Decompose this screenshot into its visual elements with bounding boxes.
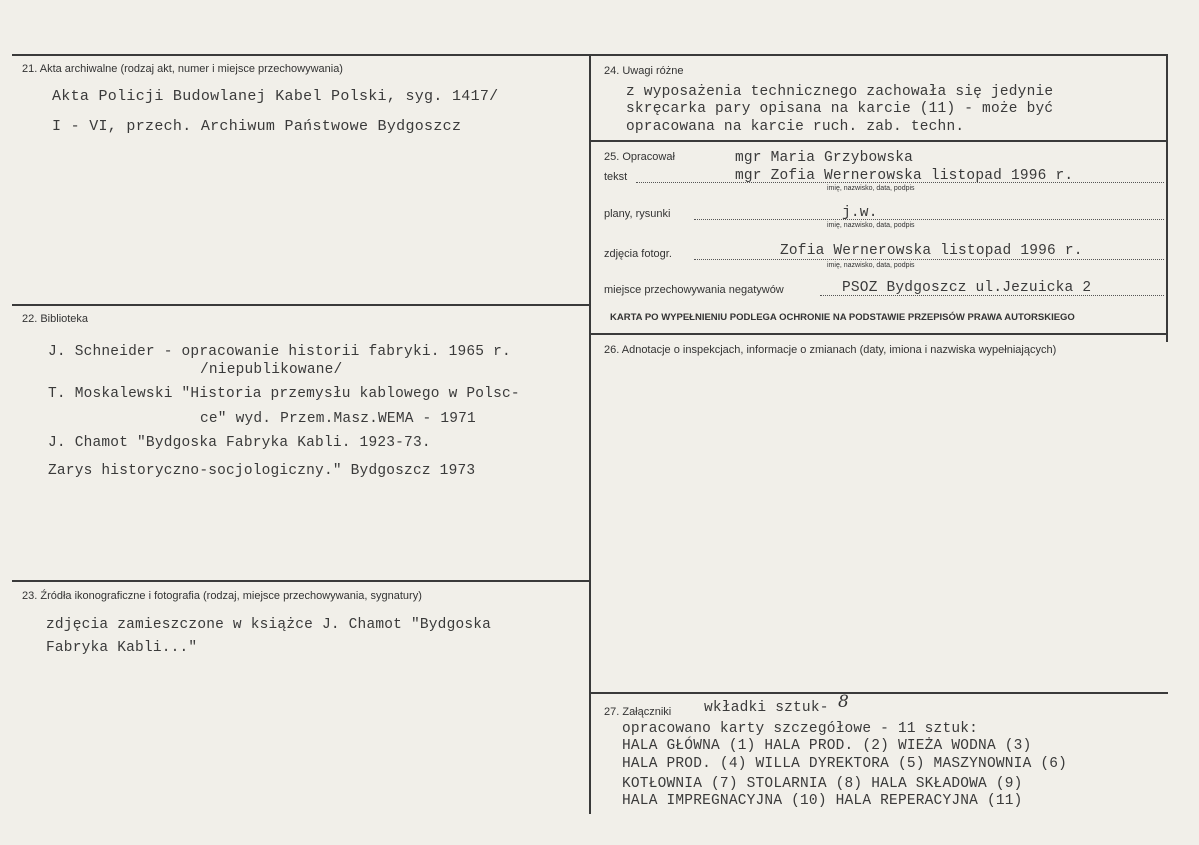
zdjecia-value: Zofia Wernerowska listopad 1996 r. bbox=[780, 243, 1083, 259]
section-27-line-5: HALA IMPREGNACYJNA (10) HALA REPERACYJNA (11) bbox=[622, 793, 1023, 809]
negatywy-value: PSOZ Bydgoszcz ul.Jezuicka 2 bbox=[842, 280, 1092, 296]
tekst-label: tekst bbox=[604, 171, 628, 183]
section-21-label: 21. Akta archiwalne (rodzaj akt, numer i miejsce przechowywania) bbox=[22, 63, 343, 75]
plany-dotted-line bbox=[694, 219, 1164, 220]
section-22-line-2: /niepublikowane/ bbox=[200, 362, 343, 378]
section-23-label: 23. Źródła ikonograficzne i fotografia (rodzaj, miejsce przechowywania, sygnatury) bbox=[22, 590, 422, 602]
section-25-author: mgr Maria Grzybowska bbox=[735, 150, 914, 166]
rule-left-21-22 bbox=[12, 304, 590, 306]
center-divider bbox=[589, 54, 591, 814]
plany-value: j.w. bbox=[842, 205, 878, 221]
section-24-line-1: z wyposażenia technicznego zachowała się jedynie bbox=[626, 84, 1054, 100]
section-27-line-3: HALA PROD. (4) WILLA DYREKTORA (5) MASZYNOWNIA (6) bbox=[622, 756, 1068, 772]
section-22-label: 22. Biblioteka bbox=[22, 313, 89, 325]
tekst-value: mgr Zofia Wernerowska listopad 1996 r. bbox=[735, 168, 1074, 184]
right-edge bbox=[1166, 54, 1168, 342]
zdjecia-label: zdjęcia fotogr. bbox=[604, 248, 672, 260]
zdjecia-dotted-line bbox=[694, 259, 1164, 260]
section-27-line-4: KOTŁOWNIA (7) STOLARNIA (8) HALA SKŁADOWA (9) bbox=[622, 776, 1023, 792]
zdjecia-caption: imię, nazwisko, data, podpis bbox=[827, 262, 915, 269]
section-26-label: 26. Adnotacje o inspekcjach, informacje o zmianach (daty, imiona i nazwiska wypełniających) bbox=[604, 344, 1057, 356]
section-22-line-4: ce" wyd. Przem.Masz.WEMA - 1971 bbox=[200, 411, 476, 427]
section-23-line-2: Fabryka Kabli..." bbox=[46, 640, 198, 656]
section-24-line-3: opracowana na karcie ruch. zab. techn. bbox=[626, 119, 965, 135]
section-21-line-2: I - VI, przech. Archiwum Państwowe Bydgoszcz bbox=[52, 118, 462, 135]
plany-caption: imię, nazwisko, data, podpis bbox=[827, 222, 915, 229]
section-25-label: 25. Opracował bbox=[604, 151, 675, 163]
wkladki-count: 8 bbox=[838, 692, 849, 712]
section-27-line-2: HALA GŁÓWNA (1) HALA PROD. (2) WIEŻA WODNA (3) bbox=[622, 738, 1032, 754]
tekst-caption: imię, nazwisko, data, podpis bbox=[827, 185, 915, 192]
section-23-line-1: zdjęcia zamieszczone w książce J. Chamot "Bydgoska bbox=[46, 617, 492, 633]
rule-left-22-23 bbox=[12, 580, 590, 582]
rule-right-25-26 bbox=[590, 333, 1168, 335]
wkladki-text: wkładki sztuk- bbox=[704, 700, 829, 716]
rule-right-24-25 bbox=[590, 140, 1168, 142]
section-27-line-1: opracowano karty szczegółowe - 11 sztuk: bbox=[622, 721, 979, 737]
plany-label: plany, rysunki bbox=[604, 208, 671, 220]
section-22-line-1: J. Schneider - opracowanie historii fabryki. 1965 r. bbox=[48, 344, 511, 360]
section-24-line-2: skręcarka pary opisana na karcie (11) - może być bbox=[626, 101, 1054, 117]
section-22-line-6: Zarys historyczno-socjologiczny." Bydgoszcz 1973 bbox=[48, 463, 476, 479]
section-27-label: 27. Załączniki bbox=[604, 706, 672, 718]
negatywy-label: miejsce przechowywania negatywów bbox=[604, 284, 784, 296]
rule-right-26-27 bbox=[590, 692, 1168, 694]
section-22-line-3: T. Moskalewski "Historia przemysłu kablowego w Polsc- bbox=[48, 386, 520, 402]
section-24-label: 24. Uwagi różne bbox=[604, 65, 684, 77]
section-22-line-5: J. Chamot "Bydgoska Fabryka Kabli. 1923-73. bbox=[48, 435, 431, 451]
section-21-line-1: Akta Policji Budowlanej Kabel Polski, syg. 1417/ bbox=[52, 88, 499, 105]
copyright-notice: KARTA PO WYPEŁNIENIU PODLEGA OCHRONIE NA PODSTAWIE PRZEPISÓW PRAWA AUTORSKIEGO bbox=[610, 312, 1075, 323]
